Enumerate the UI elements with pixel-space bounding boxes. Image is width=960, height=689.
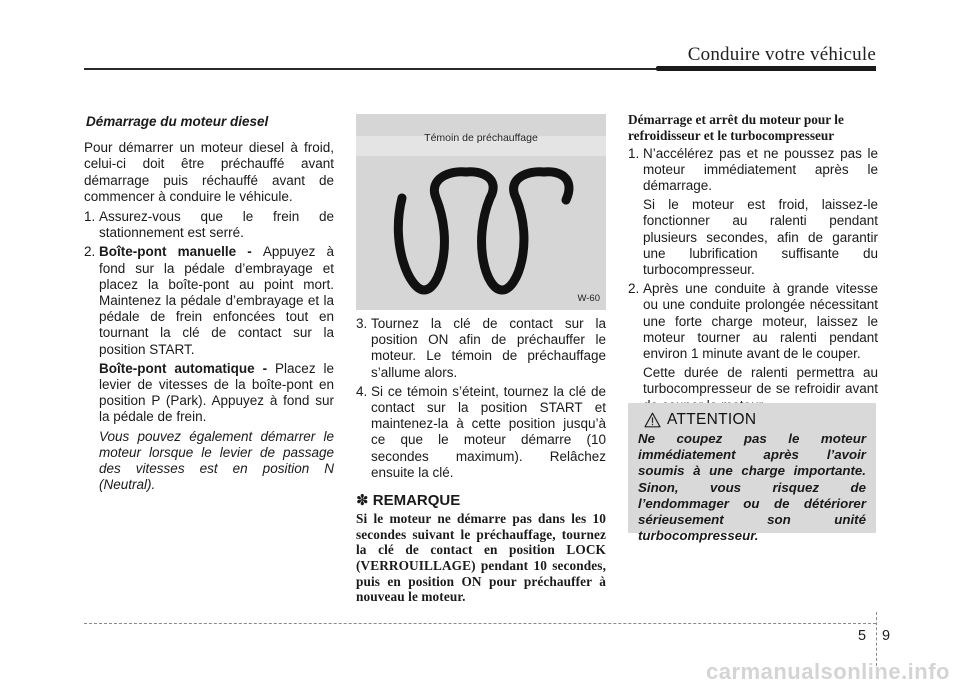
warning-triangle-icon [644,412,661,428]
automatic-transaxle-paragraph [84,361,334,426]
step-number: 1. [84,209,96,225]
turbo-step-1-continued: Si le moteur est froid, laissez-le fonctionner au ralenti pendant plusieurs secondes, afin de garantir une lubrification suffisante du turbocompresseur. [643,197,878,278]
step-number: 2. [628,281,640,297]
step-1 [84,209,334,241]
footer-page-separator [876,612,877,666]
automatic-transaxle-label: Boîte-pont automatique - [99,360,276,376]
diesel-start-subheading: Démarrage du moteur diesel [86,114,269,129]
right-column [628,112,878,417]
step-3 [356,316,606,381]
figure-code: W-60 [577,293,600,304]
attention-body: Ne coupez pas le moteur immédiatement après l’avoir soumis à une charge importante. Sinon, vous risquez de l’endommager ou de détériorer sérieusement son unité turbocompresseur. [638,431,866,544]
attention-box [628,403,876,544]
turbo-step-2-continued: Cette durée de ralenti permettra au turbocompresseur de se refroidir avant [643,365,878,397]
turbo-heading: Démarrage et arrêt du moteur pour le refroidisseur et le turbocompresseur [628,112,844,143]
step-text: Après une conduite à grande vitesse ou une conduite prolongée nécessitant une forte charge moteur, laissez le moteur tourner au ralenti pendant environ 1 minute avant de le couper. [643,281,878,362]
footer-divider [84,623,876,624]
step-number: 1. [628,145,640,161]
manual-transaxle-text: Appuyez à fond sur la pédale d’embrayage et placez la boîte-pont au point mort. Maintenez la pédale d’embrayage et la pédale de frein enfoncées tout en tournant la clé de contact sur la position START. [99,244,335,357]
left-column [84,114,334,496]
manual-transaxle-label: Boîte-pont manuelle - [99,244,263,260]
turbo-step-1 [628,146,878,195]
step-text: Si ce témoin s’éteint, tournez la clé de contact sur la position START et maintenez-la à cette position jusqu’à ce que le moteur démarre (10 secondes maximum). Relâchez ensuite la clé. [371,383,606,480]
step-2 [84,244,334,357]
attention-title: ATTENTION [667,411,757,428]
step-number: 4. [356,383,368,399]
remark-body: Si le moteur ne démarre pas dans les 10 secondes suivant le préchauffage, tournez la clé de contact en position LOCK (VERROUILLAGE) pendant 10 secondes, puis en position ON pour préchauffer à nouveau le moteur. [356,511,606,605]
middle-column [356,316,606,605]
step-4 [356,384,606,481]
diesel-start-intro: Pour démarrer un moteur diesel à froid, celui-ci doit être préchauffé avant démarrage puis réchauffé avant de commencer à conduire le véhicule. [84,140,334,204]
step-text [99,244,334,357]
figure-label: Témoin de préchauffage [424,132,538,144]
step-number: 2. [84,244,96,260]
step-text: Assurez-vous que le frein de stationnement est serré. [99,209,334,241]
glow-plug-figure [356,114,606,310]
glow-plug-indicator-icon [356,114,606,310]
header-divider-accent [656,66,876,71]
chapter-number: 5 [858,628,867,644]
turbo-step-2 [628,281,878,362]
neutral-start-note: Vous pouvez également démarrer le moteur lorsque le levier de passage des vitesses est en position N (Neutral). [99,428,334,493]
automatic-transaxle-text: Placez le levier de vitesses de la boîte-pont en position P (Park). Appuyez à fond sur la pédale de frein. [99,360,335,425]
attention-header [638,411,866,429]
step-text: Tournez la clé de contact sur la position ON afin de préchauffer le moteur. Le témoin de préchauffage s’allume alors. [371,316,606,380]
remark-title: ✽ REMARQUE [356,492,461,510]
section-title: Conduire votre véhicule [687,44,876,65]
page-number: 9 [882,628,891,644]
watermark: carmanualsonline.info [706,659,950,684]
step-number: 3. [356,316,368,331]
step-text: N’accélérez pas et ne poussez pas le moteur immédiatement après le démarrage. [643,145,878,193]
